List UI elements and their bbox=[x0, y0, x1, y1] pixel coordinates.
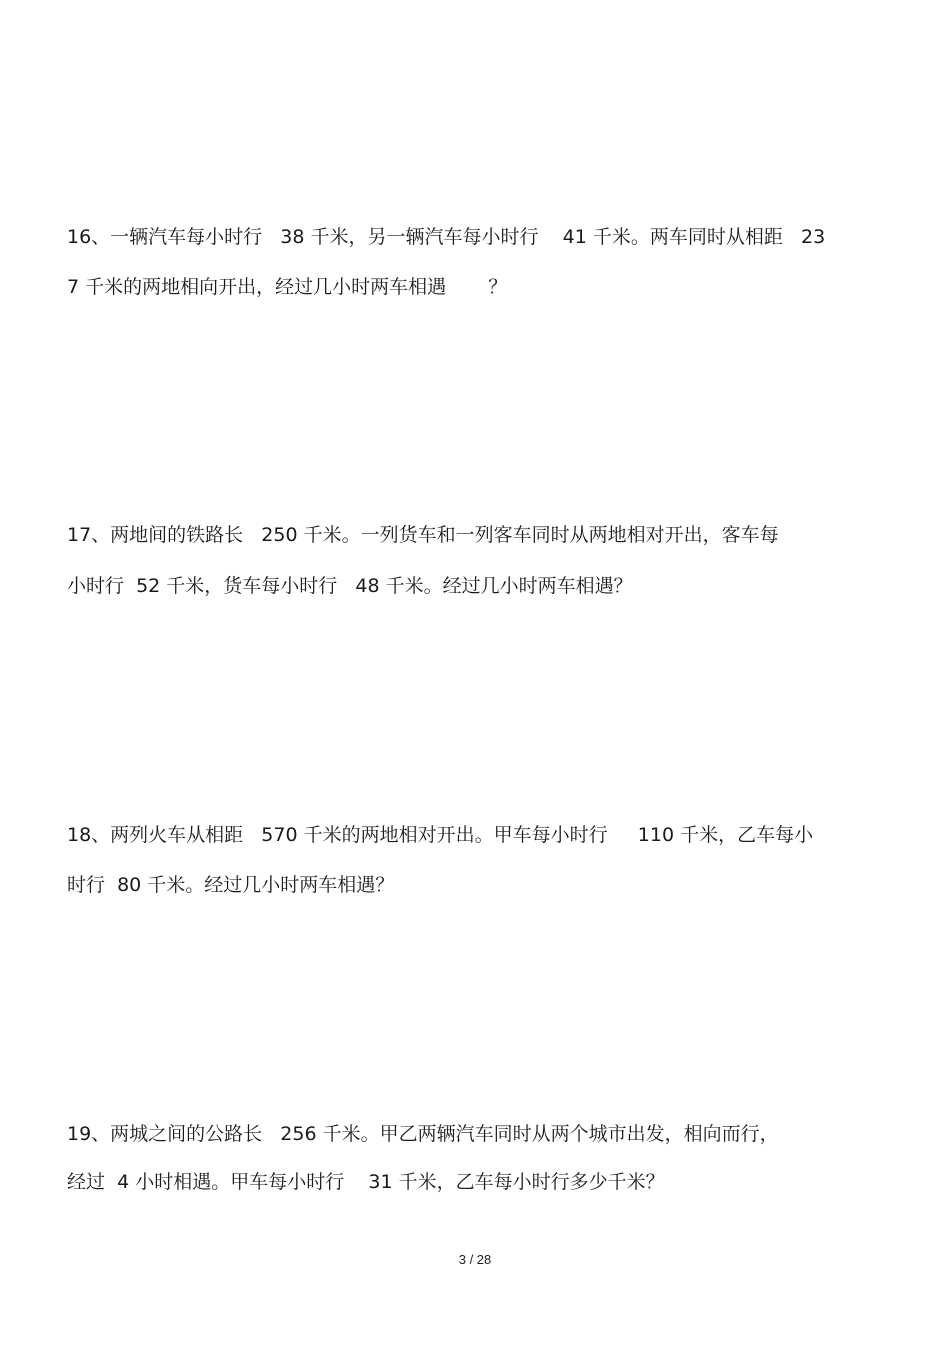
problem-19-line-2: 经过 4 小时相遇。甲车每小时行 31 千米，乙车每小时行多少千米？ bbox=[67, 1171, 665, 1193]
problem-18-line-1: 18、两列火车从相距 570 千米的两地相对开出。甲车每小时行 110 千米，乙车每小 bbox=[67, 824, 814, 846]
problem-16-line-2: 7 千米的两地相向开出，经过几小时两车相遇 ？ bbox=[67, 276, 508, 298]
problem-19-line-1: 19、两城之间的公路长 256 千米。甲乙两辆汽车同时从两个城市出发，相向而行， bbox=[67, 1123, 779, 1145]
problem-17-line-1: 17、两地间的铁路长 250 千米。一列货车和一列客车同时从两地相对开出，客车每 bbox=[67, 524, 779, 546]
problem-16-line-1: 16、一辆汽车每小时行 38 千米，另一辆汽车每小时行 41 千米。两车同时从相距 23 bbox=[67, 226, 826, 248]
problem-18-line-2: 时行 80 千米。经过几小时两车相遇？ bbox=[67, 874, 395, 896]
page-number: 3 / 28 bbox=[458, 1252, 492, 1267]
problem-17-line-2: 小时行 52 千米，货车每小时行 48 千米。经过几小时两车相遇？ bbox=[67, 575, 633, 597]
